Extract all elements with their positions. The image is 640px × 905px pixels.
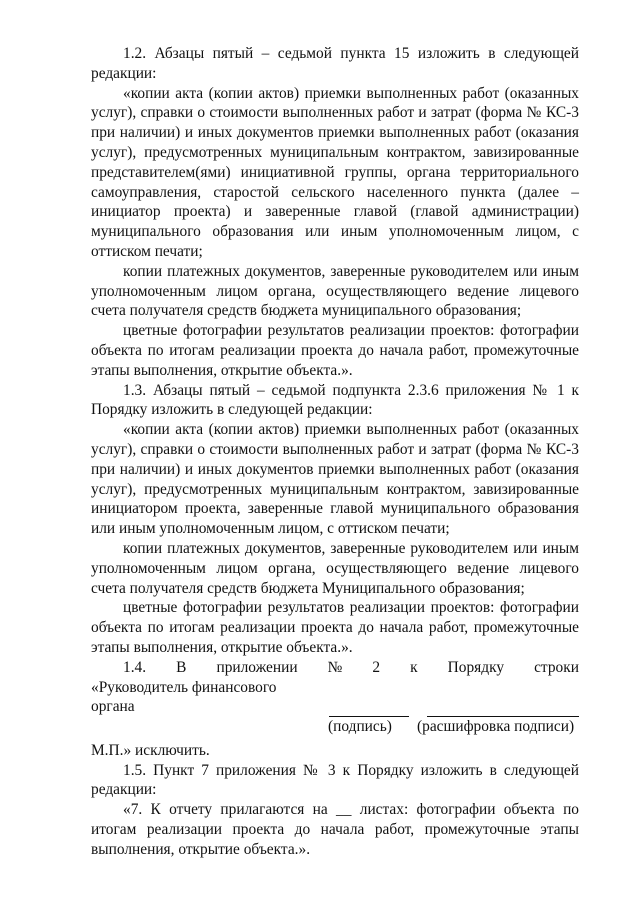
signature-blank xyxy=(329,702,409,717)
paragraph-quote-acts: «копии акта (копии актов) приемки выполненных работ (оказанных услуг), справки о стоимости выполненных работ и затрат (форма № КС-3 при наличии) и иных документов приемки выполненных работ (оказания услуг), предусмотренных муниципальным контрактом, завизированные представителем(ями) инициативной группы, органа территориального самоуправления, старостой сельского населенного пункта (далее – инициатор проекта) и заверенные главой (главой администрации) муниципального образования или иным уполномоченным лицом, с оттиском печати; xyxy=(91,84,579,260)
paragraph-1-3: 1.3. Абзацы пятый – седьмой подпункта 2.3.6 приложения № 1 к Порядку изложить в следующей редакции: xyxy=(91,381,579,419)
word: строки xyxy=(534,658,579,676)
word: 1.4. xyxy=(123,658,147,676)
paragraph-point-7: «7. К отчету прилагаются на __ листах: фотографии объекта по итогам реализации проекта до начала работ, промежуточные этапы выполнения, открытие объекта.». xyxy=(91,801,579,858)
word: В xyxy=(176,658,187,676)
paragraph-1-5: 1.5. Пункт 7 приложения № 3 к Порядку изложить в следующей редакции: xyxy=(91,761,579,799)
paragraph-1-4 xyxy=(91,658,579,761)
word: приложении xyxy=(216,658,298,676)
paragraph-photos-2: цветные фотографии результатов реализации проектов: фотографии объекта по итогам реализации проекта до начала работ, промежуточные этапы выполнения, открытие объекта.». xyxy=(91,599,579,656)
signature-label: «Руководитель финансового органа xyxy=(91,678,277,716)
decoding-blank xyxy=(427,702,579,717)
paragraph-payment-docs: копии платежных документов, заверенные руководителем или иным уполномоченным лицом органа, осуществляющего ведение лицевого счета получателя средств бюджета муниципального образования; xyxy=(91,262,579,320)
paragraph-photos: цветные фотографии результатов реализации проектов: фотографии объекта по итогам реализации проекта до начала работ, промежуточные этапы выполнения, открытие объекта.». xyxy=(91,322,579,379)
caption-signature: (подпись) xyxy=(328,718,392,736)
word: Порядку xyxy=(447,658,505,676)
signature-captions xyxy=(91,717,579,737)
word: к xyxy=(410,658,418,676)
word: № xyxy=(327,658,343,676)
word: 2 xyxy=(372,658,381,676)
paragraph-1-4-first-line xyxy=(91,658,579,678)
paragraph-1-2: 1.2. Абзацы пятый – седьмой пункта 15 изложить в следующей редакции: xyxy=(91,45,579,82)
paragraph-quote-acts-2: «копии акта (копии актов) приемки выполненных работ (оказанных услуг), справки о стоимости выполненных работ и затрат (форма № КС-3 при наличии) и иных документов приемки выполненных работ (оказания услуг), предусмотренных муниципальным контрактом, завизированные инициатором проекта, заверенные главой муниципального образования или иным уполномоченным лицом, с оттиском печати; xyxy=(91,421,579,538)
caption-decoding: (расшифровка подписи) xyxy=(417,718,575,736)
paragraph-1-4-end: М.П.» исключить. xyxy=(91,741,210,759)
signature-line xyxy=(91,678,579,718)
paragraph-payment-docs-2: копии платежных документов, заверенные руководителем или иным уполномоченным лицом органа, осуществляющего ведение лицевого счета получателя средств бюджета Муниципального образования; xyxy=(91,539,579,597)
